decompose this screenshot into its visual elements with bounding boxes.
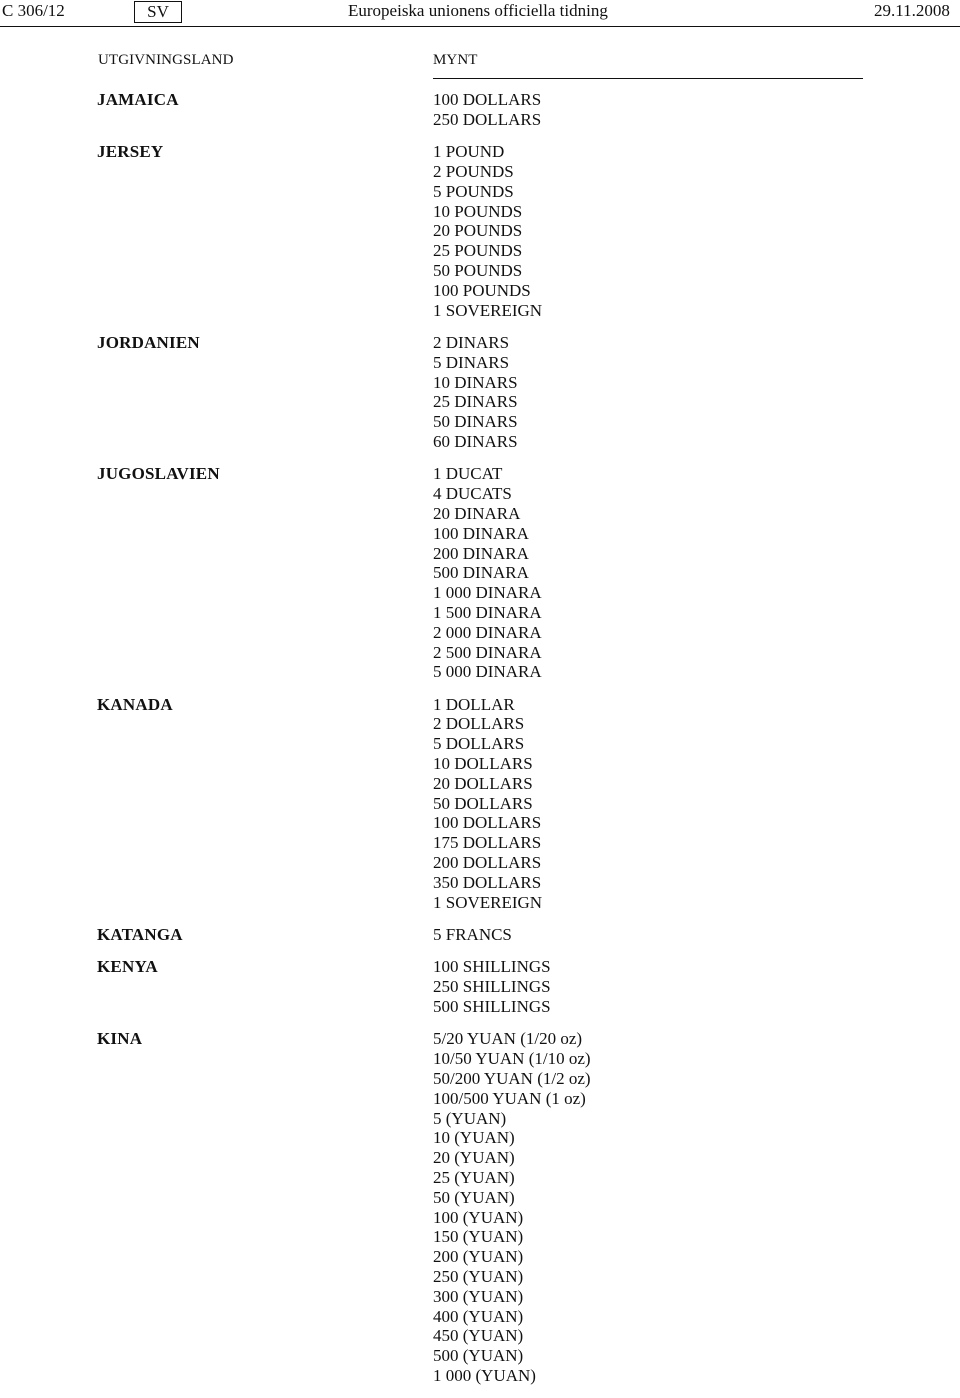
coin-item: 5 FRANCS bbox=[433, 925, 512, 945]
coin-item: 50 POUNDS bbox=[433, 260, 523, 280]
coin-item: 200 DINARA bbox=[433, 543, 529, 563]
page-header bbox=[0, 0, 960, 27]
coin-item: 100 DOLLARS bbox=[433, 90, 542, 109]
coin-item: 50 DOLLARS bbox=[433, 793, 533, 813]
coin-item: 100/500 YUAN (1 oz) bbox=[433, 1088, 586, 1108]
coin-item: 175 DOLLARS bbox=[433, 833, 542, 853]
country-name: JAMAICA bbox=[97, 90, 179, 109]
coin-item: 10 DINARS bbox=[433, 372, 518, 392]
country-group bbox=[0, 1029, 960, 1385]
coin-item: 5/20 YUAN (1/20 oz) bbox=[433, 1029, 583, 1049]
coin-item: 500 (YUAN) bbox=[433, 1346, 524, 1366]
coin-item: 200 DOLLARS bbox=[433, 853, 542, 873]
country-group bbox=[0, 464, 960, 682]
coin-item: 300 (YUAN) bbox=[433, 1286, 524, 1306]
coin-item: 10 DOLLARS bbox=[433, 754, 533, 774]
coin-item: 1 DOLLAR bbox=[433, 694, 515, 714]
coin-list bbox=[433, 464, 960, 682]
coin-item: 1 SOVEREIGN bbox=[433, 300, 543, 320]
journal-reference: C 306/12 bbox=[2, 1, 65, 20]
coin-list bbox=[433, 90, 960, 130]
coin-item: 50/200 YUAN (1/2 oz) bbox=[433, 1069, 591, 1089]
coin-item: 5 (YUAN) bbox=[433, 1108, 507, 1128]
coin-item: 5 DOLLARS bbox=[433, 734, 525, 754]
coin-item: 250 DOLLARS bbox=[433, 109, 542, 129]
column-header-coin: MYNT bbox=[433, 52, 478, 68]
country-name: KENYA bbox=[97, 957, 158, 977]
coin-list bbox=[433, 957, 960, 1016]
coin-item: 20 DINARA bbox=[433, 503, 521, 523]
country-group bbox=[0, 695, 960, 913]
coin-table bbox=[0, 90, 960, 1398]
coin-item: 1 000 DINARA bbox=[433, 583, 542, 603]
coin-item: 100 POUNDS bbox=[433, 280, 531, 300]
coin-item: 1 500 DINARA bbox=[433, 602, 542, 622]
coin-list bbox=[433, 695, 960, 913]
coin-item: 50 (YUAN) bbox=[433, 1187, 515, 1207]
coin-list bbox=[433, 333, 960, 452]
coin-item: 25 POUNDS bbox=[433, 241, 523, 261]
coin-item: 5 000 DINARA bbox=[433, 662, 542, 682]
publication-date: 29.11.2008 bbox=[874, 1, 950, 20]
coin-item: 250 SHILLINGS bbox=[433, 977, 551, 997]
coin-item: 1 POUND bbox=[433, 142, 505, 162]
coin-item: 20 (YUAN) bbox=[433, 1148, 515, 1168]
coin-item: 2 POUNDS bbox=[433, 161, 514, 181]
coin-item: 200 (YUAN) bbox=[433, 1247, 524, 1267]
coin-item: 2 000 DINARA bbox=[433, 622, 542, 642]
country-group bbox=[0, 90, 960, 130]
country-name: KINA bbox=[97, 1029, 143, 1049]
country-group bbox=[0, 925, 960, 945]
country-name: JORDANIEN bbox=[97, 332, 200, 352]
coin-item: 2 DOLLARS bbox=[433, 714, 525, 734]
country-group bbox=[0, 957, 960, 1016]
country-group bbox=[0, 142, 960, 320]
coin-item: 100 SHILLINGS bbox=[433, 957, 551, 977]
coin-item: 25 DINARS bbox=[433, 392, 518, 412]
country-name: KANADA bbox=[97, 694, 173, 714]
coin-item: 10 POUNDS bbox=[433, 201, 523, 221]
coin-list bbox=[433, 925, 960, 945]
coin-item: 150 (YUAN) bbox=[433, 1227, 524, 1247]
coin-item: 5 DINARS bbox=[433, 352, 510, 372]
coin-item: 400 (YUAN) bbox=[433, 1306, 524, 1326]
coin-item: 450 (YUAN) bbox=[433, 1326, 524, 1346]
country-group bbox=[0, 333, 960, 452]
coin-item: 20 DOLLARS bbox=[433, 773, 533, 793]
coin-item: 1 000 (YUAN) bbox=[433, 1365, 536, 1385]
coin-item: 10 (YUAN) bbox=[433, 1128, 515, 1148]
coin-item: 1 DUCAT bbox=[433, 464, 503, 484]
coin-list bbox=[433, 142, 960, 320]
language-code-box: SV bbox=[134, 1, 182, 23]
coin-list bbox=[433, 1029, 960, 1385]
coin-item: 100 (YUAN) bbox=[433, 1207, 524, 1227]
coin-item: 100 DINARA bbox=[433, 523, 529, 543]
column-header-country: UTGIVNINGSLAND bbox=[98, 52, 234, 68]
coin-item: 1 SOVEREIGN bbox=[433, 892, 543, 912]
coin-item: 100 DOLLARS bbox=[433, 813, 542, 833]
coin-item: 4 DUCATS bbox=[433, 484, 512, 504]
coin-item: 500 SHILLINGS bbox=[433, 997, 551, 1017]
coin-item: 350 DOLLARS bbox=[433, 872, 542, 892]
coin-item: 10/50 YUAN (1/10 oz) bbox=[433, 1049, 591, 1069]
coin-item: 25 (YUAN) bbox=[433, 1168, 515, 1187]
country-name: KATANGA bbox=[97, 925, 183, 945]
coin-item: 2 500 DINARA bbox=[433, 642, 542, 662]
coin-item: 500 DINARA bbox=[433, 563, 529, 583]
coin-item: 2 DINARS bbox=[433, 332, 510, 352]
coin-item: 60 DINARS bbox=[433, 431, 518, 451]
coin-item: 5 POUNDS bbox=[433, 181, 514, 201]
country-name: JUGOSLAVIEN bbox=[97, 464, 220, 484]
coin-item: 20 POUNDS bbox=[433, 221, 523, 241]
coin-item: 250 (YUAN) bbox=[433, 1266, 524, 1286]
header-rule bbox=[433, 78, 863, 79]
coin-item: 50 DINARS bbox=[433, 412, 518, 432]
country-name: JERSEY bbox=[97, 142, 164, 162]
journal-title: Europeiska unionens officiella tidning bbox=[348, 1, 608, 20]
